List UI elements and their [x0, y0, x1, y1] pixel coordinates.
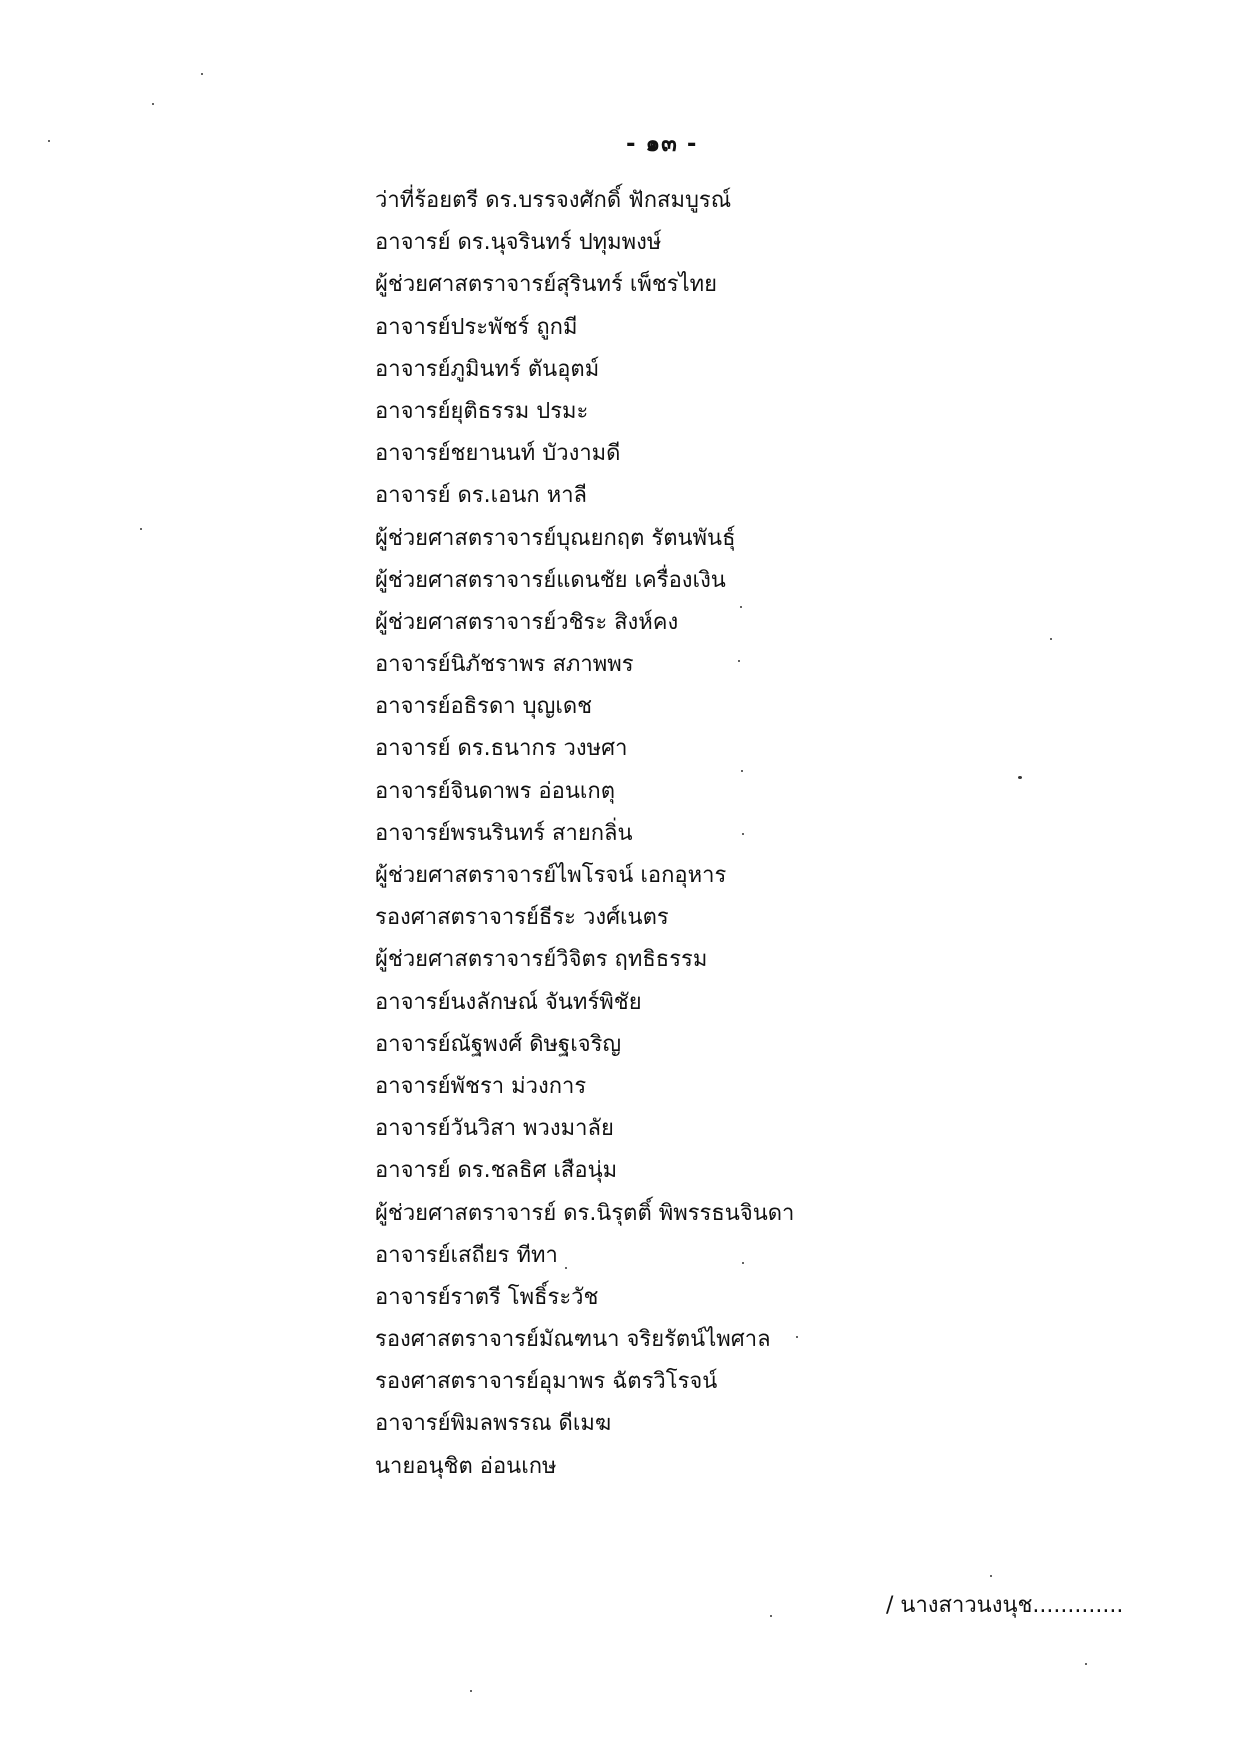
name-list-item: อาจารย์ ดร.เอนก หาลี — [375, 483, 588, 509]
name-list-item: ผู้ช่วยศาสตราจารย์วิจิตร ฤทธิธรรม — [375, 947, 708, 973]
name-list-item: ว่าที่ร้อยตรี ดร.บรรจงศักดิ์ ฟักสมบูรณ์ — [375, 188, 732, 213]
page-number: - ๑๓ - — [626, 131, 698, 157]
name-list-item: อาจารย์ยุติธรรม ปรมะ — [375, 398, 589, 424]
scan-speck — [140, 528, 142, 530]
continuation-note: / นางสาวนงนุช............. — [886, 1593, 1124, 1618]
scan-speck — [470, 1690, 472, 1692]
scan-speck — [1050, 638, 1052, 640]
name-list-item: อาจารย์ณัฐพงศ์ ดิษฐเจริญ — [375, 1031, 622, 1057]
scan-speck — [742, 1262, 744, 1264]
name-list-item: อาจารย์อธิรดา บุญเดช — [375, 694, 593, 720]
name-list-item: ผู้ช่วยศาสตราจารย์ ดร.นิรุตติ์ พิพรรธนจินดา — [375, 1200, 795, 1226]
name-list-item: อาจารย์พรนรินทร์ สายกลิ่น — [375, 820, 633, 846]
name-list-item: อาจารย์ราตรี โพธิ์ระวัช — [375, 1284, 599, 1310]
name-list — [375, 180, 794, 1488]
name-list-item: ผู้ช่วยศาสตราจารย์แดนชัย เครื่องเงิน — [375, 567, 726, 593]
name-list-item: อาจารย์พัชรา ม่วงการ — [375, 1073, 587, 1099]
scan-speck — [740, 606, 742, 608]
name-list-item: นายอนุชิต อ่อนเกษ — [375, 1453, 557, 1479]
name-list-item: อาจารย์ภูมินทร์ ตันอุตม์ — [375, 356, 600, 382]
name-list-item: รองศาสตราจารย์ธีระ วงศ์เนตร — [375, 905, 669, 931]
scan-speck — [990, 1575, 992, 1577]
name-list-item: อาจารย์ ดร.ธนากร วงษศา — [375, 736, 628, 762]
scan-speck — [565, 1267, 567, 1269]
name-list-item: อาจารย์วันวิสา พวงมาลัย — [375, 1116, 614, 1142]
scan-speck — [742, 833, 744, 835]
name-list-item: ผู้ช่วยศาสตราจารย์สุรินทร์ เพ็ชรไทย — [375, 272, 718, 298]
scan-speck — [796, 1336, 798, 1338]
name-list-item: ผู้ช่วยศาสตราจารย์ไพโรจน์ เอกอุหาร — [375, 863, 727, 888]
name-list-item: รองศาสตราจารย์อุมาพร ฉัตรวิโรจน์ — [375, 1369, 718, 1395]
name-list-item: อาจารย์จินดาพร อ่อนเกตุ — [375, 778, 615, 804]
name-list-item: ผู้ช่วยศาสตราจารย์วชิระ สิงห์คง — [375, 609, 679, 635]
scan-speck — [152, 103, 154, 105]
name-list-item: อาจารย์พิมลพรรณ ดีเมฆ — [375, 1411, 612, 1437]
name-list-item: อาจารย์ชยานนท์ บัวงามดี — [375, 441, 621, 467]
scan-speck — [770, 1615, 772, 1617]
scan-speck — [741, 770, 743, 772]
scan-speck — [738, 660, 740, 662]
name-list-item: อาจารย์นิภัชราพร สภาพพร — [375, 652, 634, 678]
name-list-item: อาจารย์นงลักษณ์ จันทร์พิชัย — [375, 989, 642, 1015]
scan-speck — [201, 73, 203, 75]
scan-speck — [1085, 1663, 1087, 1665]
name-list-item: อาจารย์เสถียร ทีทา — [375, 1242, 558, 1268]
scan-speck — [48, 140, 50, 142]
name-list-item: รองศาสตราจารย์มัณฑนา จริยรัตน์ไพศาล — [375, 1327, 771, 1353]
scan-speck — [1018, 776, 1022, 779]
name-list-item: อาจารย์ประพัชร์ ถูกมี — [375, 314, 578, 340]
name-list-item: อาจารย์ ดร.นุจรินทร์ ปทุมพงษ์ — [375, 230, 662, 256]
name-list-item: ผู้ช่วยศาสตราจารย์บุณยกฤต รัตนพันธุ์ — [375, 525, 736, 551]
name-list-item: อาจารย์ ดร.ชลธิศ เสือนุ่ม — [375, 1158, 618, 1184]
